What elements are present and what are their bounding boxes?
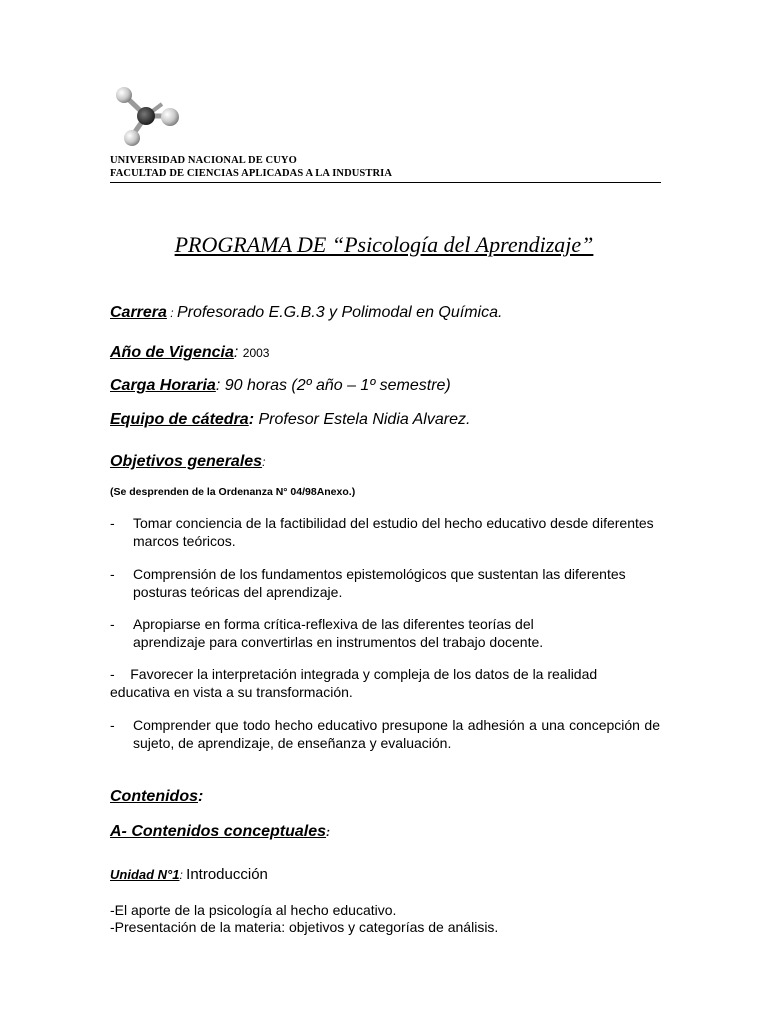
unit-label: Unidad N°1 [110, 867, 180, 882]
vigencia-value: 2003 [242, 346, 270, 360]
content-line: -El aporte de la psicología al hecho educativo. [110, 902, 397, 918]
carrera-label: Carrera [110, 304, 167, 321]
header-rule [110, 182, 661, 183]
contenidos-heading-sep: : [198, 788, 204, 805]
list-item [110, 716, 660, 752]
vigencia-label: Año de Vigencia [110, 344, 234, 361]
carrera-separator: : [166, 306, 177, 320]
document-title [0, 232, 768, 258]
vigencia-separator: : [233, 344, 243, 361]
objetivos-heading-text: Objetivos generales [110, 453, 263, 470]
equipo-label: Equipo de cátedra [110, 411, 249, 428]
list-item [110, 565, 660, 601]
list-item [110, 615, 660, 651]
carrera-value: Profesorado E.G.B.3 y Polimodal en Química. [176, 304, 503, 321]
field-equipo [110, 411, 470, 429]
objetivos-heading-sep: : [262, 455, 266, 469]
equipo-value: Profesor Estela Nidia Alvarez. [258, 411, 471, 428]
field-carrera [110, 304, 502, 322]
list-dash: - [110, 616, 115, 632]
carga-label: Carga Horaria [110, 377, 216, 394]
content-line: -Presentación de la materia: objetivos y categorías de análisis. [110, 919, 499, 935]
list-item [110, 665, 660, 701]
contenidos-heading-text: Contenidos [110, 788, 198, 805]
contenidos-subheading [110, 823, 330, 841]
carga-separator: : [215, 377, 225, 394]
contenidos-heading [110, 788, 203, 806]
document-title-text: PROGRAMA DE “Psicología del Aprendizaje” [174, 232, 594, 257]
list-item-text: Tomar conciencia de la factibilidad del estudio del hecho educativo desde diferentes marcos teóricos. [133, 515, 654, 549]
list-item-text: Favorecer la interpretación integrada y compleja de los datos de la realidad educativa en vista a su transformación. [110, 666, 598, 700]
carga-value: 90 horas (2º año – 1º semestre) [224, 377, 451, 394]
unit-heading [110, 866, 268, 884]
unit-title: Introducción [186, 866, 268, 883]
list-item-text: Comprender que todo hecho educativo presupone la adhesión a una concepción de sujeto, de aprendizaje, de enseñanza y evaluación. [133, 717, 660, 751]
list-dash: - [110, 515, 115, 531]
contenidos-subheading-text: A- Contenidos conceptuales [110, 823, 327, 840]
list-dash: - [110, 717, 115, 733]
university-name: UNIVERSIDAD NACIONAL DE CUYO [110, 155, 297, 166]
field-carga [110, 377, 451, 395]
equipo-separator: : [248, 411, 259, 428]
objetivos-heading [110, 453, 265, 471]
list-dash: - [110, 566, 115, 582]
list-item-text: Apropiarse en forma crítica-reflexiva de las diferentes teorías del aprendizaje para convertirlas en instrumentos del trabajo docente. [133, 616, 544, 650]
faculty-name: FACULTAD DE CIENCIAS APLICADAS A LA INDUSTRIA [110, 168, 393, 179]
unit-separator: : [179, 868, 187, 882]
objetivos-note: (Se desprenden de la Ordenanza N° 04/98Anexo.) [110, 486, 356, 498]
list-dash: - [110, 666, 115, 682]
contenidos-subheading-sep: : [326, 825, 331, 839]
field-vigencia [110, 344, 269, 362]
list-item-text: Comprensión de los fundamentos epistemológicos que sustentan las diferentes posturas teóricas del aprendizaje. [133, 566, 626, 600]
university-logo [112, 84, 184, 150]
list-item [110, 514, 660, 550]
